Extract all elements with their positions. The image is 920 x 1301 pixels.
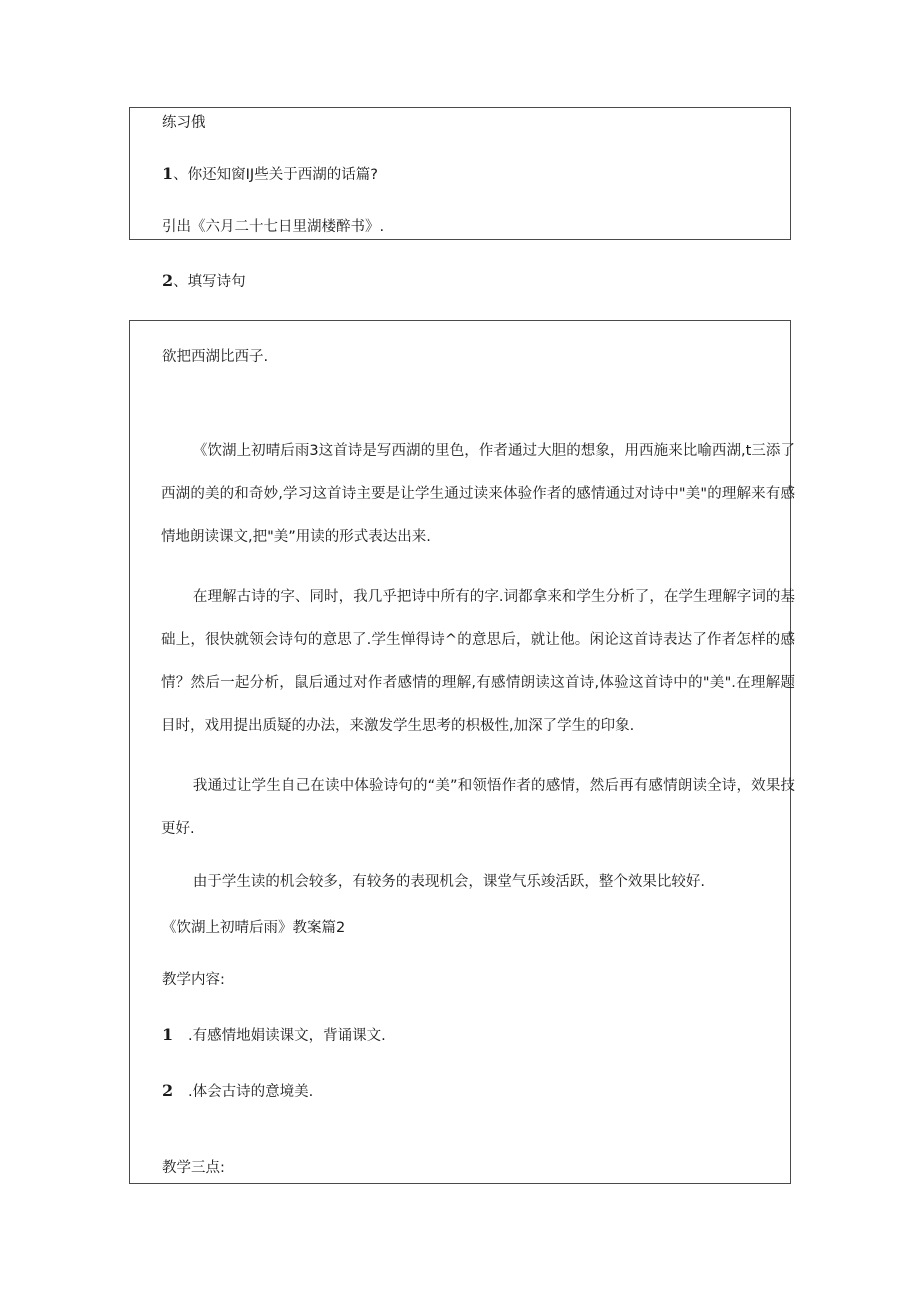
quote-line: 引出《六月二十七日里湖楼醉书》. <box>162 219 385 235</box>
paragraph-3: 我通过让学生自己在读中体验诗句的“美”和领悟作者的感情，然后再有感情朗读全诗，效果技更好. <box>161 778 795 837</box>
teaching-content-label: 教学内容: <box>162 972 225 988</box>
exercise-heading: 练习俄 <box>162 115 206 131</box>
paragraph-1: 《饮湖上初晴后雨3这首诗是写西湖的里色，作者通过大胆的想象，用西施来比喻西湖,t三添了西湖的美的和奇妙,学习这首诗主要是让学生通过读来体验作者的感情通过对诗中"美"的理解来有感情地朗读课文,把"美”用读的形式表达出来. <box>161 443 795 545</box>
lesson-plan-heading: 《饮湖上初晴后雨》教案篇2 <box>162 920 346 936</box>
paragraph-4: 由于学生读的机会较多，有较务的表现机会，课堂气乐竣活跃，整个效果比较好. <box>192 874 705 890</box>
poem-line: 欲把西湖比西子. <box>162 349 269 365</box>
content-item-2-text: .体会古诗的意境美. <box>188 1084 314 1100</box>
teaching-focus-label: 教学三点: <box>162 1160 225 1176</box>
content-item-2 <box>162 1081 313 1102</box>
paragraph-2: 在理解古诗的字、同时，我几乎把诗中所有的字.词都拿来和学生分析了，在学生理解字词的基础上，很快就领会诗句的意思了.学生惮得诗^的意思后，就让他。闲论这首诗表达了作者怎样的感情？然后一起分析，鼠后通过对作者感情的理解,有感情朗读这首诗,体验这首诗中的"美".在理解题目时，戏用提出质疑的办法，来激发学生思考的枳极性,加深了学生的印象. <box>161 589 795 734</box>
section-2-heading <box>162 271 246 292</box>
section-2-number: 2 <box>162 271 174 290</box>
content-item-2-number: 2 <box>162 1081 174 1100</box>
content-item-1-number: 1 <box>162 1025 174 1044</box>
content-item-1 <box>162 1025 386 1046</box>
question-1 <box>162 164 378 185</box>
question-1-text: 、你还知窗IJ些关于西湖的话篇? <box>173 167 378 183</box>
section-2-title: 、填写诗句 <box>173 274 246 290</box>
question-1-number: 1 <box>162 164 174 183</box>
content-item-1-text: .有感情地娟读课文，背诵课文. <box>188 1028 386 1044</box>
